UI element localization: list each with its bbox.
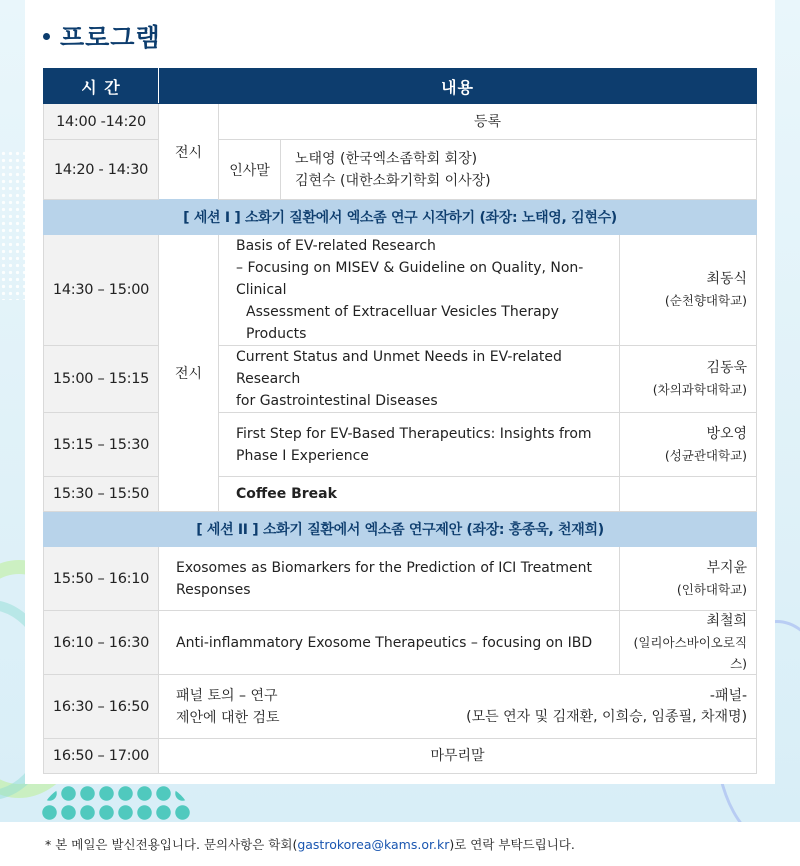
talk-title-line: Responses bbox=[176, 581, 251, 598]
time-cell: 15:50 – 16:10 bbox=[44, 547, 159, 611]
closing-cell: 마무리말 bbox=[159, 739, 757, 774]
talk-title-line: Phase I Experience bbox=[236, 447, 369, 464]
time-cell: 15:30 – 15:50 bbox=[44, 477, 159, 512]
table-row bbox=[44, 611, 757, 675]
category-cell: 전시 bbox=[159, 235, 219, 512]
table-row bbox=[44, 739, 757, 774]
footer-text: )로 연락 부탁드립니다. bbox=[449, 837, 575, 852]
decorative-dots bbox=[0, 150, 26, 300]
table-row bbox=[44, 140, 757, 200]
panel-members: (모든 연자 및 김재환, 이희승, 임종필, 차재명) bbox=[466, 708, 748, 725]
table-row bbox=[44, 346, 757, 413]
time-cell: 14:30 – 15:00 bbox=[44, 235, 159, 346]
speaker-name: 최철희 bbox=[706, 613, 748, 629]
coffee-break: Coffee Break bbox=[219, 477, 620, 512]
table-row bbox=[44, 413, 757, 477]
speaker-name: 방오영 bbox=[706, 425, 748, 442]
speaker-affiliation: (차의과학대학교) bbox=[652, 382, 748, 397]
speaker-name: 최동식 bbox=[706, 271, 748, 287]
category-cell: 전시 bbox=[159, 104, 219, 200]
greeting-line: 김현수 (대한소화기학회 이사장) bbox=[295, 172, 491, 189]
time-cell: 16:30 – 16:50 bbox=[44, 675, 159, 739]
time-cell: 16:10 – 16:30 bbox=[44, 611, 159, 675]
contact-email-link[interactable]: gastrokorea@kams.or.kr bbox=[297, 837, 450, 852]
time-cell: 16:50 – 17:00 bbox=[44, 739, 159, 774]
speaker-affiliation: (인하대학교) bbox=[676, 581, 748, 597]
speaker-cell bbox=[620, 235, 757, 346]
talk-title-line: Exosomes as Biomarkers for the Prediction of ICI Treatment bbox=[176, 559, 592, 576]
program-table bbox=[43, 68, 757, 774]
time-cell: 14:00 -14:20 bbox=[44, 104, 159, 140]
talk-title: 패널 토의 – 연구제안에 대한 검토 bbox=[159, 675, 281, 739]
speaker-cell bbox=[620, 346, 757, 413]
session-title: [ 세션 II ] 소화기 질환에서 엑소좀 연구제안 (좌장: 홍종욱, 천재희) bbox=[44, 512, 757, 547]
talk-title bbox=[219, 413, 620, 477]
talk-title-line: Current Status and Unmet Needs in EV-related Research bbox=[236, 349, 562, 387]
session-row bbox=[44, 200, 757, 235]
table-row bbox=[44, 675, 757, 739]
greeting-line: 노태영 (한국엑소좀학회 회장) bbox=[295, 150, 478, 167]
speaker-affiliation: (순천향대학교) bbox=[664, 293, 748, 308]
talk-title: Anti-inflammatory Exosome Therapeutics – focusing on IBD bbox=[159, 611, 620, 675]
bullet-icon bbox=[43, 33, 50, 40]
program-heading bbox=[43, 18, 161, 54]
column-header-content: 내용 bbox=[159, 69, 757, 104]
column-header-time: 시 간 bbox=[44, 69, 159, 104]
talk-title bbox=[219, 235, 620, 346]
speaker-cell bbox=[620, 413, 757, 477]
speaker-cell bbox=[620, 477, 757, 512]
program-heading-text: 프로그램 bbox=[60, 23, 161, 52]
panel-label: -패널- bbox=[709, 687, 748, 704]
talk-title-line: Assessment of Extracelluar Vesicles Therapy Products bbox=[246, 304, 559, 342]
speaker-cell bbox=[620, 611, 757, 675]
panel-cell bbox=[281, 675, 757, 739]
speaker-affiliation: (성균관대학교) bbox=[664, 447, 748, 463]
speaker-cell bbox=[620, 547, 757, 611]
greeting-speakers bbox=[281, 140, 757, 200]
time-cell: 15:00 – 15:15 bbox=[44, 346, 159, 413]
time-cell: 14:20 - 14:30 bbox=[44, 140, 159, 200]
session-row bbox=[44, 512, 757, 547]
speaker-name: 김동욱 bbox=[706, 360, 748, 376]
talk-title-line: First Step for EV-Based Therapeutics: Insights from bbox=[236, 425, 592, 442]
decorative-bubbles bbox=[40, 784, 192, 822]
registration-cell: 등록 bbox=[219, 104, 757, 140]
table-row bbox=[44, 477, 757, 512]
talk-title bbox=[219, 346, 620, 413]
table-row bbox=[44, 235, 757, 346]
greeting-label: 인사말 bbox=[219, 140, 281, 200]
time-cell: 15:15 – 15:30 bbox=[44, 413, 159, 477]
speaker-affiliation: (일리아스바이오로직스) bbox=[633, 635, 748, 671]
table-header-row bbox=[44, 69, 757, 104]
table-row bbox=[44, 104, 757, 140]
footer-text: * 본 메일은 발신전용입니다. 문의사항은 학회( bbox=[45, 837, 298, 852]
talk-title-line: for Gastrointestinal Diseases bbox=[236, 393, 438, 409]
table-row bbox=[44, 547, 757, 611]
talk-title-line: Basis of EV-related Research bbox=[236, 238, 436, 254]
talk-title bbox=[159, 547, 620, 611]
footer-note bbox=[45, 835, 575, 853]
speaker-name: 부지윤 bbox=[706, 559, 748, 576]
footer bbox=[0, 822, 800, 866]
talk-title-line: – Focusing on MISEV & Guideline on Quality, Non-Clinical bbox=[236, 260, 584, 298]
session-title: [ 세션 I ] 소화기 질환에서 엑소좀 연구 시작하기 (좌장: 노태영, 김현수) bbox=[44, 200, 757, 235]
